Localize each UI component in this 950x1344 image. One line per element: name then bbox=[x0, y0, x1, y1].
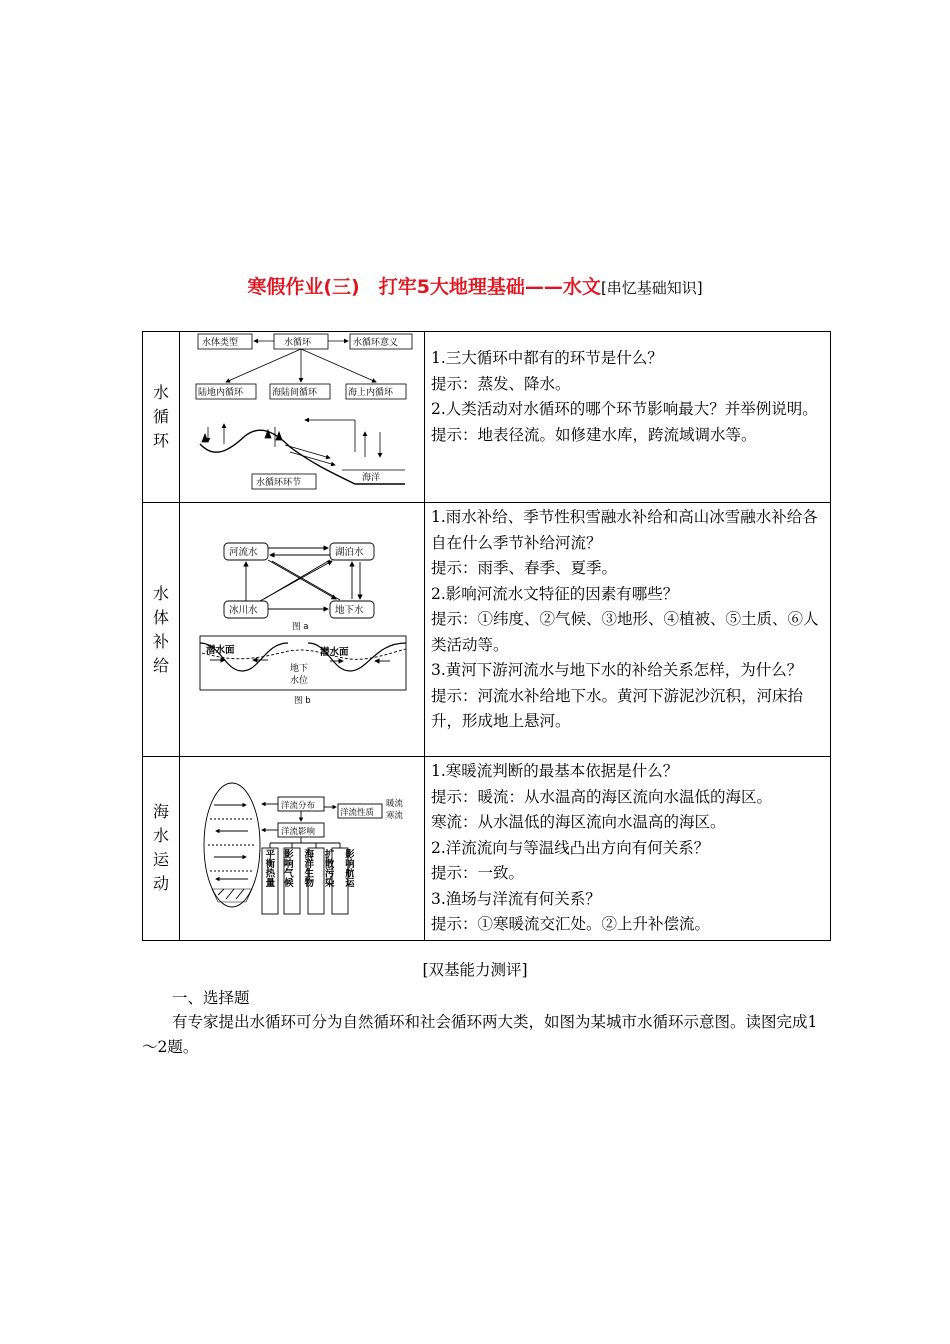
fig-label: 洋流影响 bbox=[281, 827, 316, 837]
fig-label: 图 b bbox=[294, 696, 311, 706]
fig-label: 水体类型 bbox=[202, 338, 239, 348]
fig-label: 水位 bbox=[290, 676, 309, 686]
fig-label: 暖流 bbox=[386, 799, 404, 809]
fig-label: 寒流 bbox=[386, 811, 404, 821]
sub-heading: 一、选择题 bbox=[172, 989, 250, 1007]
fig-label: 潜水面 bbox=[320, 647, 349, 658]
ocean-current-figure bbox=[180, 757, 425, 941]
qa-line: 提示：①纬度、②气候、③地形、④植被、⑤土质、⑥人类活动等。 bbox=[431, 610, 819, 654]
fig-label: 图 a bbox=[292, 622, 309, 632]
qa-cell bbox=[425, 757, 831, 941]
title-sub: [串忆基础知识] bbox=[600, 279, 703, 297]
page-title bbox=[0, 272, 950, 299]
qa-line: 提示：暖流：从水温高的海区流向水温低的海区。 bbox=[431, 787, 773, 806]
fig-label: 扩散污染 bbox=[322, 849, 334, 887]
qa-cell bbox=[425, 503, 831, 757]
qa-line: 提示：蒸发、降水。 bbox=[431, 374, 571, 393]
fig-label: 平衡热量 bbox=[263, 849, 275, 887]
fig-label: 海洋 bbox=[362, 473, 381, 483]
qa-line: 2.人类活动对水循环的哪个环节影响最大？并举例说明。 bbox=[431, 400, 818, 418]
table-row bbox=[143, 503, 831, 757]
qa-line: 2.洋流流向与等温线凸出方向有何关系？ bbox=[431, 838, 710, 857]
row-label bbox=[143, 757, 180, 941]
water-cycle-figure bbox=[180, 332, 425, 503]
fig-label: 地下 bbox=[290, 664, 309, 674]
knowledge-table bbox=[142, 331, 831, 941]
section-heading: [双基能力测评] bbox=[422, 961, 528, 979]
fig-label: 冰川水 bbox=[229, 605, 258, 616]
fig-label: 湖泊水 bbox=[335, 547, 364, 558]
qa-line: 1.雨水补给、季节性积雪融水补给和高山冰雪融水补给各自在什么季节补给河流？ bbox=[431, 508, 818, 552]
qa-line: 寒流：从水温低的海区流向水温高的海区。 bbox=[431, 813, 726, 831]
fig-label: 海洋生物 bbox=[302, 849, 314, 887]
fig-label: 潜水面 bbox=[206, 645, 235, 656]
qa-line: 1.寒暖流判断的最基本依据是什么？ bbox=[431, 762, 679, 780]
fig-label: 海陆间循环 bbox=[272, 388, 318, 398]
qa-line: 提示：①寒暖流交汇处。②上升补偿流。 bbox=[431, 915, 711, 933]
water-supply-diagram bbox=[180, 503, 424, 756]
impact-labels bbox=[262, 849, 354, 915]
fig-label: 影响气候 bbox=[281, 849, 293, 887]
row-label-text: 水循环 bbox=[152, 383, 169, 450]
fig-label: 海上内循环 bbox=[348, 388, 394, 398]
qa-cell bbox=[425, 332, 831, 503]
fig-label: 河流水 bbox=[229, 547, 258, 558]
table-row bbox=[143, 757, 831, 941]
fig-label: 水循环环节 bbox=[256, 478, 302, 488]
table-row bbox=[143, 332, 831, 503]
fig-label: 陆地内循环 bbox=[198, 388, 244, 398]
qa-line: 2.影响河流水文特征的因素有哪些？ bbox=[431, 584, 679, 603]
fig-label: 影响航运 bbox=[343, 849, 354, 887]
fig-label: 洋流性质 bbox=[340, 808, 375, 818]
row-label-text: 水体补给 bbox=[152, 583, 169, 675]
qa-line: 提示：河流水补给地下水。黄河下游泥沙沉积，河床抬升，形成地上悬河。 bbox=[431, 686, 804, 730]
intro-paragraph: 有专家提出水循环可分为自然循环和社会循环两大类，如图为某城市水循环示意图。读图完成1～2题。 bbox=[142, 1013, 818, 1056]
fig-label: 地下水 bbox=[335, 605, 364, 616]
row-label bbox=[143, 332, 180, 503]
qa-line: 提示：地表径流。如修建水库，跨流域调水等。 bbox=[431, 425, 757, 444]
water-cycle-diagram bbox=[180, 332, 424, 502]
row-label-text: 海水运动 bbox=[152, 802, 169, 894]
qa-line: 3.渔场与洋流有何关系？ bbox=[431, 889, 601, 908]
water-supply-figure bbox=[180, 503, 425, 757]
row-label bbox=[143, 503, 180, 757]
title-main: 寒假作业(三) 打牢5大地理基础——水文 bbox=[247, 276, 601, 298]
fig-label: 水循环意义 bbox=[353, 338, 399, 348]
qa-line: 提示：一致。 bbox=[431, 864, 525, 882]
fig-label: 水循环 bbox=[284, 338, 312, 348]
qa-line: 1.三大循环中都有的环节是什么？ bbox=[431, 349, 663, 367]
qa-line: 3.黄河下游河流水与地下水的补给关系怎样，为什么？ bbox=[431, 661, 803, 679]
fig-label: 洋流分布 bbox=[281, 801, 316, 811]
qa-line: 提示：雨季、春季、夏季。 bbox=[431, 559, 618, 577]
ocean-current-diagram bbox=[180, 757, 424, 933]
